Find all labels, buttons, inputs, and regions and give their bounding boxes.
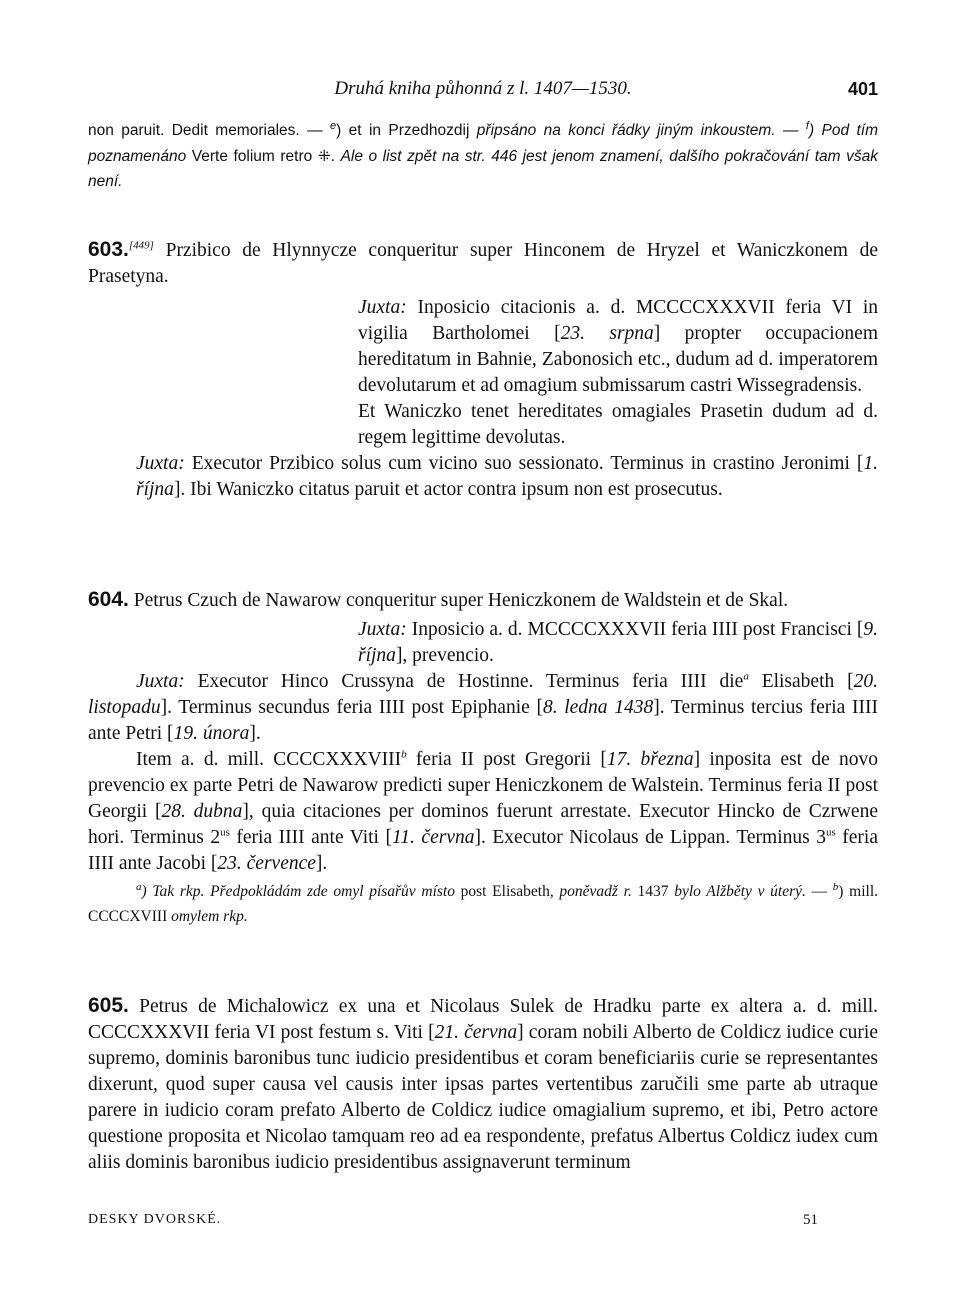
footnote-mark-f: f <box>805 119 809 132</box>
page-number: 401 <box>847 79 878 99</box>
running-title: Druhá kniha půhonná z l. 1407—1530. <box>334 78 632 99</box>
entry-603 <box>88 237 878 503</box>
entry-604 <box>88 587 878 929</box>
page-reference: [449] <box>128 239 154 252</box>
signature-mark: DESKY DVORSKÉ. <box>88 1212 222 1227</box>
top-footnotes <box>88 118 878 195</box>
footnote-continuation: non paruit. Dedit memoriales. — $^e$) et in Przedhozdij připsáno na konci řádky jiným inkoustem. — $^f$) Pod tím poznamenáno Verte folium retro ⁜. Ale o list zpět na str. 446 jest jenom znamení, dalšího pokračování tam však není. <box>88 119 878 190</box>
entry-603-juxta-2: Juxta: Executor Przibico solus cum vicino suo sessionato. Terminus in crastino Jeronimi [1. října]. Ibi Waniczko citatus paruit et actor contra ipsum non est prosecutus. <box>136 453 878 500</box>
entry-605 <box>88 993 878 1176</box>
footnote-mark-a: a <box>743 670 749 683</box>
entry-number: 603. <box>88 238 129 261</box>
entry-603-juxta-1: Juxta: Inposicio citacionis a. d. MCCCCXXXVII feria VI in vigilia Bartholomei [23. srpna] propter occupacionem hereditatum in Bahnie, Zabonosich etc., dudum ad d. imperatorem devolutarum et ad omagium submissarum castri Wissegradensis. <box>358 297 878 396</box>
running-head <box>88 74 878 104</box>
signature-number: 51 <box>803 1212 818 1228</box>
entry-604-juxta-2: Juxta: Executor Hinco Crussyna de Hostinne. Terminus feria IIII die$^a$ Elisabeth [20. listopadu]. Terminus secundus feria IIII post Epiphanie [8. ledna 1438]. Terminus tercius feria IIII ante Petri [19. února]. <box>88 670 878 744</box>
entry-604-heading: 604. Petrus Czuch de Nawarow conqueritur super Heniczkonem de Waldstein et de Skal. <box>88 588 789 611</box>
footnote-mark-b: b <box>401 748 407 761</box>
page-footer <box>88 1212 878 1228</box>
footnote-mark-e: e <box>329 119 337 132</box>
entry-604-footnotes: $^a$) Tak rkp. Předpokládám zde omyl písařův místo post Elisabeth, poněvadž r. 1437 bylo Alžběty v úterý. — $^b$) mill. CCCCXVIII omylem rkp. <box>88 880 878 925</box>
entry-604-juxta-1: Juxta: Inposicio a. d. MCCCCXXXVII feria IIII post Francisci [9. října], prevencio. <box>358 619 878 666</box>
entry-603-heading: 603.[449] Przibico de Hlynnycze conqueritur super Hinconem de Hryzel et Waniczkonem de Prasetyna. <box>88 238 878 287</box>
entry-604-item: Item a. d. mill. CCCCXXXVIII$^b$ feria II post Gregorii [17. března] inposita est de novo prevencio ex parte Petri de Nawarow predicti super Heniczkonem de Walstein. Terminus feria II post Georgii [28. dubna], quia citaciones per dominos fuerunt arrestate. Executor Hincko de Czrwene hori. Terminus $2^{us}$ feria IIII ante Viti [11. června]. Executor Nicolaus de Lippan. Terminus $3^{us}$ feria IIII ante Jacobi [23. července]. <box>88 748 879 874</box>
entry-number: 605. <box>88 994 129 1017</box>
page <box>88 0 878 1309</box>
entry-number: 604. <box>88 588 129 611</box>
entry-605-text: 605. Petrus de Michalowicz ex una et Nicolaus Sulek de Hradku parte ex altera a. d. mill. CCCCXXXVII feria VI post festum s. Viti [21. června] coram nobili Alberto de Coldicz iudice curie supremo, dominis baronibus tunc iudicio presidentibus et coram beneficiariis curie se representantes dixerunt, quod super causa vel causis inter ipsas partes vertentibus zaručili sme parte ab utraque parere in iudicio coram prefato Alberto de Coldicz iudice omagialium supremo, et ibi, Petro actore questione proposita et Nicolao tamquam reo ad ea respondente, prefatus Albertus Coldicz iudex cum aliis dominis baronibus iudicio presidentibus assignaverunt terminum <box>88 994 878 1173</box>
entry-603-note: Et Waniczko tenet hereditates omagiales Prasetin dudum ad d. regem legittime devolutas. <box>358 401 878 448</box>
